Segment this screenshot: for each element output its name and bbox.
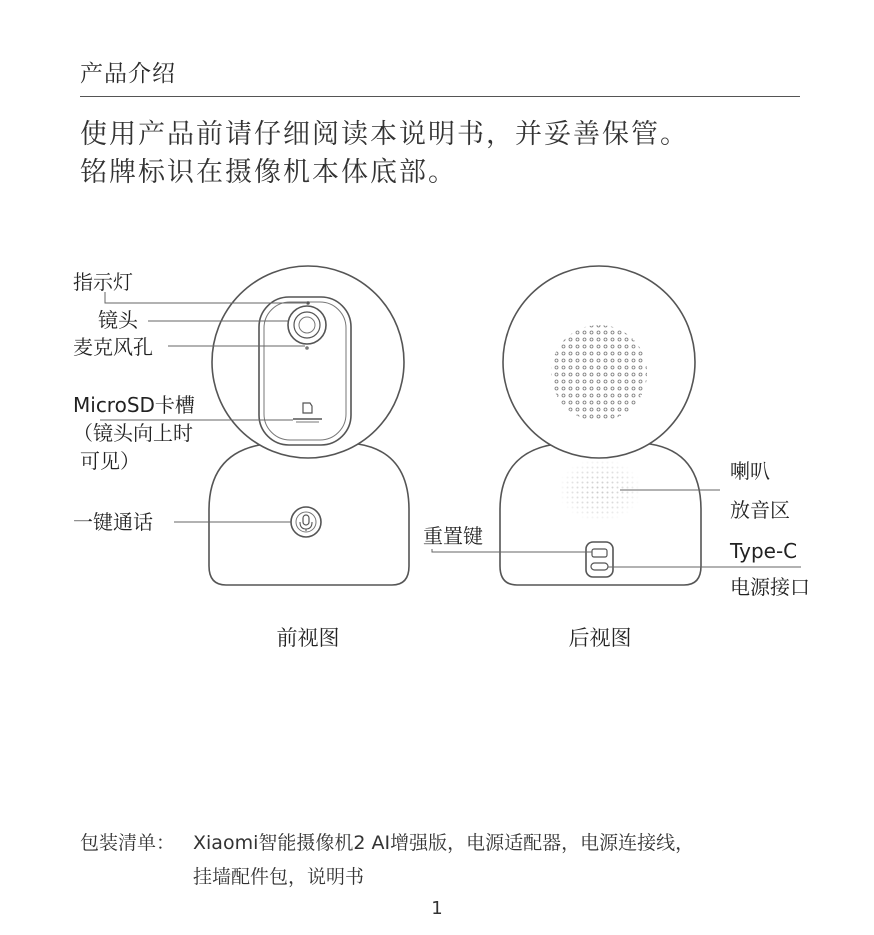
label-speaker-1: 喇叭 [730, 459, 770, 483]
back-view-caption: 后视图 [568, 626, 632, 650]
section-title: 产品介绍 [80, 61, 176, 87]
label-speaker-2: 放音区 [730, 498, 790, 522]
label-typec-2: 电源接口 [730, 575, 810, 599]
label-call-button: 一键通话 [73, 510, 153, 534]
microphone-hole [305, 346, 309, 350]
front-camera [209, 266, 409, 585]
label-indicator: 指示灯 [73, 270, 133, 294]
front-lens-panel [259, 297, 351, 445]
front-view-caption: 前视图 [276, 626, 340, 650]
reset-and-usb-port [586, 542, 613, 577]
indicator-light [306, 301, 310, 305]
label-typec-1: Type-C [730, 539, 798, 563]
page-number: 1 [431, 898, 443, 919]
intro-line-1: 使用产品前请仔细阅读本说明书，并妥善保管。 [80, 119, 689, 150]
label-microphone: 麦克风孔 [73, 335, 153, 359]
label-microsd-2: （镜头向上时 [73, 421, 193, 445]
intro-line-2: 铭牌标识在摄像机本体底部。 [80, 157, 457, 188]
label-lens: 镜头 [98, 308, 138, 332]
package-list-line-2: 挂墙配件包，说明书 [193, 866, 365, 888]
package-list-line-1: Xiaomi智能摄像机2 AI增强版，电源适配器，电源连接线， [193, 832, 695, 854]
speaker-grille [551, 325, 647, 421]
label-reset: 重置键 [423, 524, 483, 548]
label-microsd-3: 可见） [80, 449, 140, 473]
back-camera [500, 266, 701, 585]
call-button-icon [291, 507, 321, 537]
package-list-label: 包装清单： [80, 832, 176, 854]
label-microsd-1: MicroSD卡槽 [73, 393, 195, 417]
